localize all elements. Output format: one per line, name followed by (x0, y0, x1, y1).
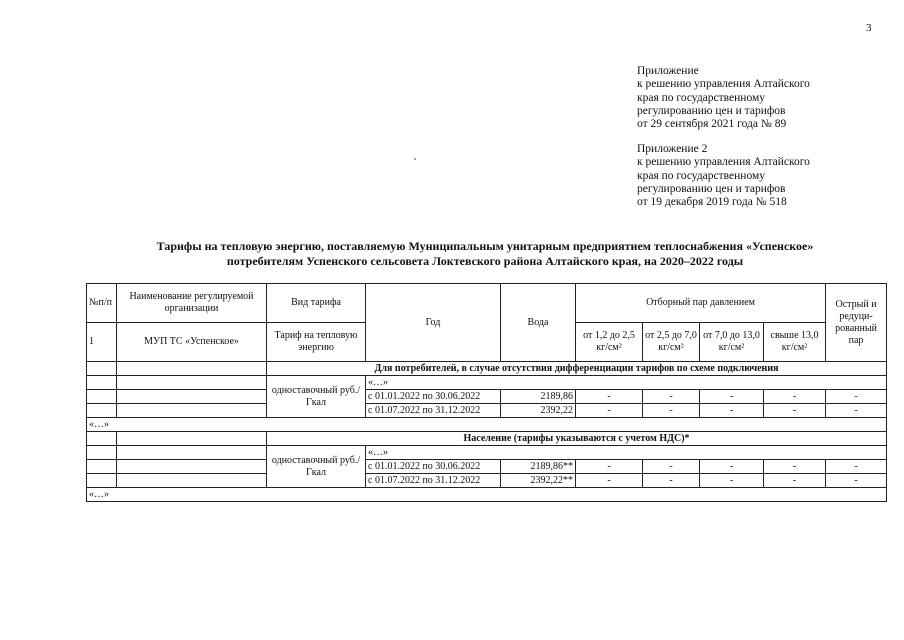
empty-cell (117, 460, 267, 474)
water-value: 2189,86** (501, 460, 576, 474)
steam-value: - (576, 460, 643, 474)
header-reduced-steam: Острый и редуци-рованный пар (826, 284, 887, 362)
empty-cell (87, 362, 117, 376)
gap-ellipsis-1: «…» (87, 418, 887, 432)
water-value: 2392,22** (501, 474, 576, 488)
appendix-1-line: к решению управления Алтайского (637, 78, 810, 91)
section-1-ellipsis: «…» (366, 376, 887, 390)
steam-value: - (576, 390, 643, 404)
empty-cell (87, 390, 117, 404)
steam-value: - (576, 474, 643, 488)
header-num: №п/п (87, 284, 117, 323)
appendix-1-line: края по государственному (637, 91, 765, 104)
header-row (87, 284, 887, 323)
reduced-steam-value: - (826, 404, 887, 418)
period-cell: с 01.01.2022 по 30.06.2022 (366, 390, 501, 404)
org-num: 1 (87, 323, 117, 362)
section-1-rate-label: одноставочный руб./Гкал (267, 376, 366, 418)
period-cell: с 01.07.2022 по 31.12.2022 (366, 404, 501, 418)
appendix-1-block (637, 65, 810, 131)
steam-value: - (643, 460, 700, 474)
steam-col-4: свыше 13,0 кг/см² (764, 323, 826, 362)
empty-cell (117, 446, 267, 460)
title-line: Тарифы на тепловую энергию, поставляемую Муниципальным унитарным предприятием теплоснабжения «Успенское» (156, 239, 814, 253)
empty-cell (117, 404, 267, 418)
empty-cell (87, 432, 117, 446)
steam-value: - (764, 390, 826, 404)
steam-value: - (764, 404, 826, 418)
steam-value: - (764, 460, 826, 474)
period-cell: с 01.07.2022 по 31.12.2022 (366, 474, 501, 488)
table-row (87, 474, 887, 488)
scan-speck (414, 158, 416, 160)
empty-cell (117, 362, 267, 376)
section-1-row (87, 362, 887, 376)
header-org: Наименование регулируемой организации (117, 284, 267, 323)
steam-value: - (643, 404, 700, 418)
steam-value: - (643, 474, 700, 488)
section-2-row (87, 432, 887, 446)
steam-value: - (700, 390, 764, 404)
empty-cell (87, 404, 117, 418)
appendix-2-line: края по государственному (637, 169, 765, 182)
gap-row-1 (87, 418, 887, 432)
empty-cell (87, 446, 117, 460)
appendix-1-line: регулированию цен и тарифов (637, 104, 786, 117)
title-line: потребителям Успенского сельсовета Локтевского района Алтайского края, на 2020–2022 годы (226, 254, 744, 268)
empty-cell (87, 474, 117, 488)
org-name: МУП ТС «Успенское» (117, 323, 267, 362)
steam-value: - (700, 474, 764, 488)
reduced-steam-value: - (826, 390, 887, 404)
empty-cell (87, 376, 117, 390)
steam-col-2: от 2,5 до 7,0 кг/см² (643, 323, 700, 362)
reduced-steam-value: - (826, 474, 887, 488)
section-2-title: Население (тарифы указываются с учетом НДС)* (267, 432, 887, 446)
water-value: 2392,22 (501, 404, 576, 418)
header-tariff-type: Вид тарифа (267, 284, 366, 323)
header-water: Вода (501, 284, 576, 362)
table-row (87, 404, 887, 418)
steam-col-3: от 7,0 до 13,0 кг/см² (700, 323, 764, 362)
empty-cell (117, 390, 267, 404)
empty-cell (117, 376, 267, 390)
section-2-ellipsis: «…» (366, 446, 887, 460)
table-row (87, 460, 887, 474)
steam-value: - (764, 474, 826, 488)
header-steam: Отборный пар давлением (576, 284, 826, 323)
steam-value: - (700, 404, 764, 418)
appendix-1-line: Приложение (637, 65, 699, 77)
table-row (87, 390, 887, 404)
gap-row-2 (87, 488, 887, 502)
section-2-ellipsis-row (87, 446, 887, 460)
section-2-rate-label: одноставочный руб./Гкал (267, 446, 366, 488)
document-title (90, 239, 880, 269)
org-tariff-type: Тариф на тепловую энергию (267, 323, 366, 362)
steam-col-1: от 1,2 до 2,5 кг/см² (576, 323, 643, 362)
section-1-title: Для потребителей, в случае отсутствия дифференциации тарифов по схеме подключения (267, 362, 887, 376)
appendix-2-block (637, 143, 810, 209)
section-1-ellipsis-row (87, 376, 887, 390)
appendix-2-line: Приложение 2 (637, 143, 708, 155)
empty-cell (117, 432, 267, 446)
empty-cell (87, 460, 117, 474)
appendix-1-line: от 29 сентября 2021 года № 89 (637, 118, 787, 131)
steam-value: - (576, 404, 643, 418)
appendix-2-line: к решению управления Алтайского (637, 156, 810, 169)
empty-cell (117, 474, 267, 488)
reduced-steam-value: - (826, 460, 887, 474)
gap-ellipsis-2: «…» (87, 488, 887, 502)
steam-value: - (643, 390, 700, 404)
appendix-2-line: регулированию цен и тарифов (637, 182, 786, 195)
period-cell: с 01.01.2022 по 30.06.2022 (366, 460, 501, 474)
steam-value: - (700, 460, 764, 474)
page-number: 3 (866, 22, 872, 34)
water-value: 2189,86 (501, 390, 576, 404)
appendix-2-line: от 19 декабря 2019 года № 518 (637, 196, 787, 209)
header-year: Год (366, 284, 501, 362)
tariff-table (86, 283, 887, 502)
